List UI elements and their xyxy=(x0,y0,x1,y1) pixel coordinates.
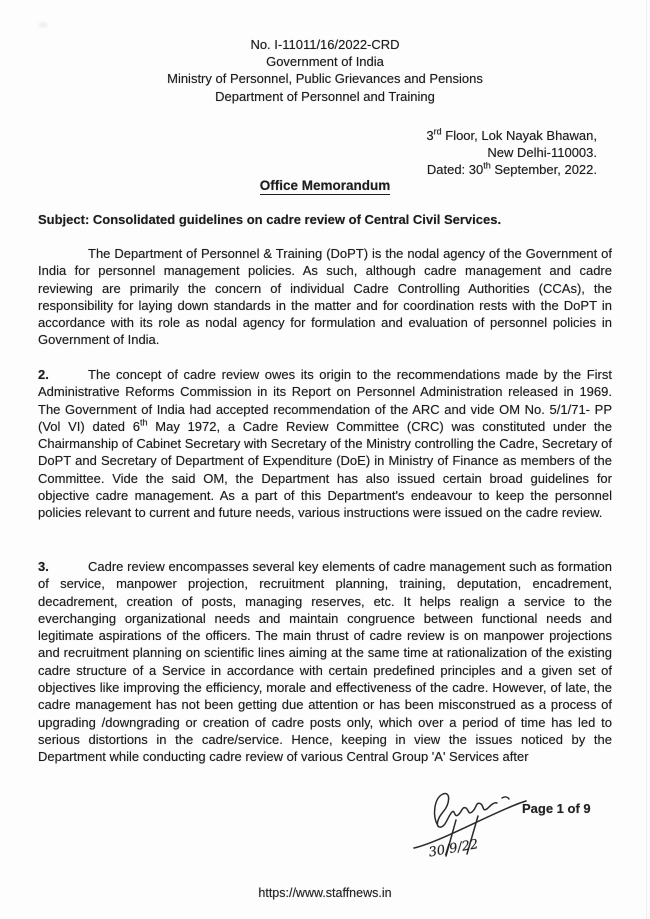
letterhead xyxy=(0,36,650,105)
signature-date: 30/9/22 xyxy=(427,837,480,861)
ministry-line: Ministry of Personnel, Public Grievances and Pensions xyxy=(167,71,483,87)
subject-line: Subject: Consolidated guidelines on cadre review of Central Civil Services. xyxy=(38,212,502,227)
signature-block xyxy=(410,786,540,868)
paragraph-2-ordinal-suffix: th xyxy=(140,417,148,428)
signature-icon xyxy=(410,786,540,868)
date-prefix: Dated: 30 xyxy=(426,162,484,178)
government-line: Government of India xyxy=(266,54,384,70)
scan-artifact-smudge xyxy=(38,22,48,28)
paragraph-2-text-b: May 1972, a Cadre Review Committee (CRC) was constituted under the Chairmanship of Cabinet Secretary with Secretary of the Ministry controlling the Cadre, Secretary of DoPT and Secretary of Department of Expenditure (DoE) in Ministry of Finance as members of the Committee. Vide the said OM, the Department has also issued certain broad guidelines for objective cadre management. As a part of this Department's endeavour to keep the personnel policies relevant to current and future needs, various instructions were issued on the cadre review. xyxy=(38,418,612,521)
paragraph-3-number: 3. xyxy=(38,559,49,574)
floor-number: 3 xyxy=(426,128,434,143)
memo-heading-text: Office Memorandum xyxy=(259,178,391,193)
paragraph-2 xyxy=(38,366,612,522)
department-line: Department of Personnel and Training xyxy=(215,88,435,104)
memo-heading xyxy=(0,178,650,195)
address-line-city: New Delhi-110003. xyxy=(487,145,597,161)
paragraph-3 xyxy=(38,558,612,766)
scan-artifact-edge xyxy=(646,0,647,919)
paragraph-2-number: 2. xyxy=(38,367,49,382)
floor-rest: Floor, Lok Nayak Bhawan, xyxy=(441,128,597,143)
paragraph-3-text: Cadre review encompasses several key elements of cadre management such as formation of service, manpower projection, recruitment planning, training, deputation, encadrement, decadrement, creation of posts, managing reserves, etc. It helps realign a service to the everchanging organizational needs and maintain congruence between functional needs and legitimate aspirations of the officers. The main thrust of cadre review is on manpower projections and recruitment planning on scientific lines aiming at the same time at rationalization of the existing cadre structure of a Service in accordance with certain predefined principles and a given set of objectives like improving the efficiency, morale and effectiveness of the cadre. However, of late, the cadre management has not been getting due attention or has been misconstrued as a process of upgrading /downgrading or creation of cadre posts only, which over a period of time has led to serious distortions in the cadre/service. Hence, keeping in view the issues noticed by the Department while conducting cadre review of various Central Group 'A' Services after xyxy=(38,559,612,765)
date-line xyxy=(426,161,597,178)
address-line-floor xyxy=(426,127,597,144)
reference-number: No. I-11011/16/2022-CRD xyxy=(250,37,400,52)
date-rest: September, 2022. xyxy=(490,162,597,178)
paragraph-1: The Department of Personnel & Training (DoPT) is the nodal agency of the Government of India for personnel management policies. As such, although cadre management and cadre reviewing are primarily the concern of individual Cadre Controlling Authorities (CCAs), the responsibility for laying down standards in the matter and for coordination rests with the DoPT in accordance with its role as nodal agency for formulation and evaluation of personnel policies in Government of India. xyxy=(38,246,612,348)
source-url: https://www.staffnews.in xyxy=(258,886,392,900)
paragraph-2-text-a: The concept of cadre review owes its origin to the recommendations made by the First Administrative Reforms Commission in its Report on Personnel Administration released in 1969. The Government of India had accepted recommendation of the ARC and vide OM No. 5/1/71- PP (Vol VI) dated 6 xyxy=(38,367,612,434)
date-ordinal-suffix: th xyxy=(483,161,491,172)
floor-ordinal-suffix: rd xyxy=(433,126,442,137)
address-dateline-block xyxy=(426,127,597,179)
page-number-label: Page 1 of 9 xyxy=(522,801,591,816)
